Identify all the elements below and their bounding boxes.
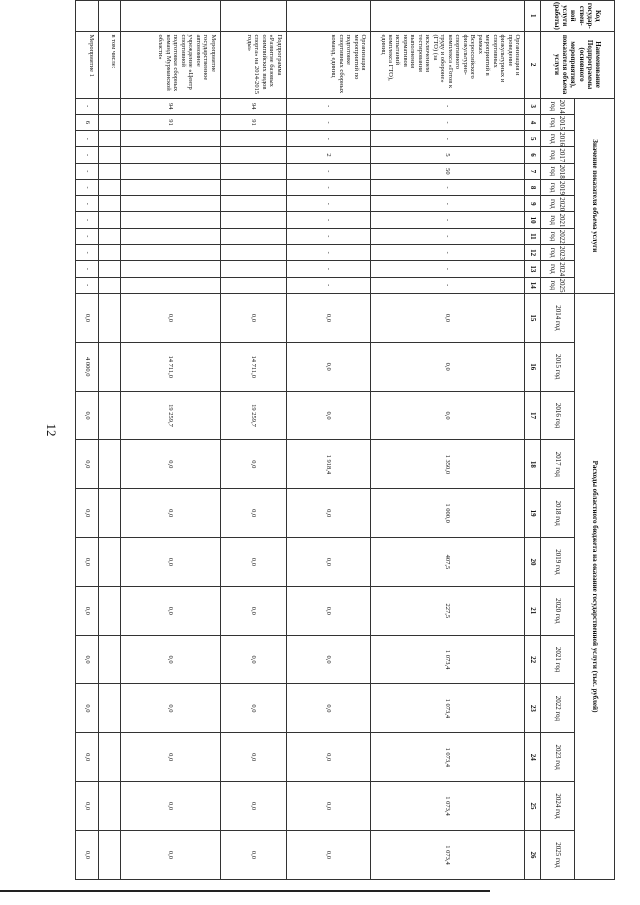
expense-value-cell: 0,0 [121,586,220,635]
expense-value-cell [98,586,121,635]
volume-value-cell: - [76,245,99,261]
volume-value-cell: - [371,196,525,212]
volume-value-cell: - [371,228,525,244]
volume-value-cell [121,196,220,212]
volume-value-cell [220,212,286,228]
table-body [76,1,525,880]
column-number: 3 [525,98,541,114]
expense-value-cell: 0,0 [76,293,99,342]
volume-value-cell: 5 [371,147,525,163]
rotated-table-container [75,0,615,880]
expense-value-cell: 0,0 [121,830,220,879]
volume-year-header: 2019 год [541,179,575,195]
expense-value-cell: 1 073,4 [371,733,525,782]
column-number: 14 [525,277,541,293]
column-number: 9 [525,196,541,212]
volume-year-header: 2015 год [541,114,575,130]
expense-value-cell: 0,0 [121,782,220,831]
expense-value-cell: 0,0 [76,391,99,440]
volume-value-cell: 91 [220,114,286,130]
expense-value-cell: 14 711,0 [121,342,220,391]
expense-year-header: 2017 год [541,440,575,489]
volume-value-cell [121,131,220,147]
expense-year-header: 2022 год [541,684,575,733]
volume-value-cell [121,277,220,293]
volume-value-cell: 94 [121,98,220,114]
column-number: 21 [525,586,541,635]
column-number: 10 [525,212,541,228]
volume-value-cell: - [286,163,371,179]
expense-value-cell: 0,0 [286,830,371,879]
volume-value-cell [98,212,121,228]
expense-value-cell: 0,0 [220,635,286,684]
header-expense: Расходы областного бюджета на оказание государственной услуги (тыс. рублей) [575,293,615,879]
volume-year-header: 2014 год [541,98,575,114]
table-row [371,1,525,880]
column-number: 5 [525,131,541,147]
row-code-cell [371,1,525,32]
row-name-cell: Организация мероприятий по подготовке спортивных сборных команд, единиц [286,31,371,98]
expense-value-cell: 0,0 [121,538,220,587]
expense-value-cell: 1 000,0 [371,489,525,538]
expense-year-header: 2020 год [541,586,575,635]
volume-value-cell: - [371,277,525,293]
expense-value-cell: 1 073,4 [371,830,525,879]
volume-value-cell [98,163,121,179]
volume-value-cell [98,196,121,212]
expense-year-header: 2019 год [541,538,575,587]
table-row [98,1,121,880]
column-number: 24 [525,733,541,782]
expense-value-cell: 0,0 [121,440,220,489]
column-number: 25 [525,782,541,831]
row-name-cell: Подпрограмма «Развитие базовых олимпийских видов спорта» на 2014-2015 годы» [220,31,286,98]
expense-value-cell: 0,0 [286,733,371,782]
volume-year-header: 2025 год [541,277,575,293]
expense-value-cell: 0,0 [121,635,220,684]
volume-value-cell [220,228,286,244]
page-number: 12 [44,423,59,437]
volume-value-cell [121,228,220,244]
expense-value-cell: 0,0 [76,782,99,831]
expense-value-cell [98,489,121,538]
expense-value-cell [98,293,121,342]
volume-value-cell: 6 [76,114,99,130]
expense-value-cell: 1 350,0 [371,440,525,489]
volume-value-cell [220,196,286,212]
column-number: 13 [525,261,541,277]
header-code: Код государ-ствен-ной услуги (работы) [541,1,615,32]
volume-value-cell [98,277,121,293]
expense-value-cell: 0,0 [220,293,286,342]
column-number: 16 [525,342,541,391]
expense-value-cell: 0,0 [76,538,99,587]
volume-value-cell [98,98,121,114]
row-code-cell [76,1,99,32]
volume-value-cell: - [286,245,371,261]
expense-value-cell: 0,0 [286,635,371,684]
volume-year-header: 2017 год [541,147,575,163]
volume-value-cell: - [76,228,99,244]
expense-value-cell: 0,0 [76,684,99,733]
volume-value-cell [121,163,220,179]
budget-table [75,0,615,880]
header-name: Наименование Подпрограммы (основного мероприятия), показателя объема услуги [541,31,615,98]
volume-year-header: 2024 год [541,261,575,277]
column-number: 18 [525,440,541,489]
expense-value-cell: 0,0 [371,342,525,391]
expense-value-cell: 1 918,4 [286,440,371,489]
row-name-cell: Организация и проведение физкультурных и спортивных мероприятий в рамках Всероссийского физкультурно-спортивного комплекса «Готов к труду и обороне» (ГТО) (за исключением тестирования выполнения нормативов испытаний комплекса ГТО), единиц [371,31,525,98]
expense-value-cell [98,830,121,879]
volume-year-header: 2016 год [541,131,575,147]
volume-value-cell [121,245,220,261]
volume-value-cell: - [76,163,99,179]
expense-value-cell: 0,0 [286,391,371,440]
volume-value-cell: - [371,98,525,114]
expense-value-cell [98,635,121,684]
volume-value-cell: 94 [220,98,286,114]
table-row [76,1,99,880]
expense-value-cell [98,782,121,831]
expense-value-cell: 227,5 [371,586,525,635]
expense-year-header: 2018 год [541,489,575,538]
volume-year-header: 2021 год [541,212,575,228]
volume-value-cell [121,147,220,163]
column-number: 17 [525,391,541,440]
table-row [286,1,371,880]
expense-value-cell: 0,0 [220,782,286,831]
column-number: 19 [525,489,541,538]
volume-value-cell [220,163,286,179]
volume-value-cell [220,147,286,163]
expense-value-cell: 0,0 [286,586,371,635]
header-volume: Значение показателя объема услуги [575,98,615,293]
volume-value-cell: - [76,179,99,195]
volume-value-cell: 91 [121,114,220,130]
row-code-cell [220,1,286,32]
expense-value-cell: 0,0 [286,538,371,587]
expense-value-cell [98,391,121,440]
expense-value-cell: 0,0 [286,782,371,831]
expense-value-cell: 0,0 [220,830,286,879]
expense-value-cell: 0,0 [76,830,99,879]
volume-value-cell: - [76,277,99,293]
volume-value-cell [98,179,121,195]
volume-value-cell: - [76,261,99,277]
volume-value-cell: - [286,131,371,147]
volume-year-header: 2022 год [541,228,575,244]
expense-value-cell: 0,0 [286,489,371,538]
volume-value-cell: 2 [286,147,371,163]
expense-value-cell: 0,0 [220,538,286,587]
volume-value-cell: - [76,196,99,212]
column-number: 6 [525,147,541,163]
expense-value-cell: 0,0 [220,733,286,782]
column-number: 23 [525,684,541,733]
row-code-cell [121,1,220,32]
volume-value-cell [98,228,121,244]
column-number: 20 [525,538,541,587]
volume-value-cell [220,131,286,147]
volume-value-cell: 50 [371,163,525,179]
expense-value-cell: 0,0 [121,293,220,342]
expense-value-cell: 19 259,7 [121,391,220,440]
expense-value-cell: 0,0 [220,684,286,733]
expense-value-cell: 0,0 [76,586,99,635]
expense-value-cell: 0,0 [76,440,99,489]
volume-value-cell [98,245,121,261]
expense-value-cell: 0,0 [286,342,371,391]
expense-value-cell: 19 259,7 [220,391,286,440]
expense-value-cell [98,733,121,782]
column-number: 12 [525,245,541,261]
column-number: 8 [525,179,541,195]
column-number: 11 [525,228,541,244]
divider-line [0,890,490,892]
expense-value-cell: 0,0 [220,489,286,538]
volume-value-cell: - [286,179,371,195]
volume-value-cell [220,261,286,277]
volume-year-header: 2020 год [541,196,575,212]
expense-year-header: 2021 год [541,635,575,684]
table-row [220,1,286,880]
table-row [121,1,220,880]
expense-value-cell: 407,5 [371,538,525,587]
volume-value-cell: - [286,228,371,244]
expense-value-cell: 0,0 [121,733,220,782]
expense-value-cell: 1 073,4 [371,782,525,831]
expense-value-cell: 0,0 [286,684,371,733]
volume-value-cell [121,212,220,228]
expense-year-header: 2015 год [541,342,575,391]
volume-value-cell [121,179,220,195]
volume-year-header: 2023 год [541,245,575,261]
expense-value-cell: 0,0 [220,440,286,489]
expense-value-cell: 0,0 [371,293,525,342]
volume-value-cell [98,114,121,130]
column-number: 7 [525,163,541,179]
expense-year-header: 2024 год [541,782,575,831]
expense-value-cell: 0,0 [220,586,286,635]
expense-year-header: 2016 год [541,391,575,440]
row-name-cell: в том числе: [98,31,121,98]
volume-value-cell: - [286,212,371,228]
volume-value-cell [98,131,121,147]
volume-value-cell: - [76,147,99,163]
volume-value-cell [220,245,286,261]
expense-value-cell: 14 711,0 [220,342,286,391]
column-number: 26 [525,830,541,879]
expense-value-cell: 0,0 [371,391,525,440]
expense-value-cell [98,684,121,733]
volume-value-cell [98,147,121,163]
expense-value-cell: 0,0 [76,635,99,684]
expense-value-cell [98,342,121,391]
volume-value-cell: - [371,212,525,228]
expense-value-cell [98,538,121,587]
expense-year-header: 2014 год [541,293,575,342]
volume-value-cell [220,179,286,195]
expense-value-cell [98,440,121,489]
expense-year-header: 2023 год [541,733,575,782]
volume-value-cell: - [286,277,371,293]
column-number: 22 [525,635,541,684]
expense-value-cell: 1 073,4 [371,684,525,733]
column-number: 2 [525,31,541,98]
volume-value-cell: - [371,261,525,277]
expense-value-cell: 0,0 [286,293,371,342]
volume-value-cell [98,261,121,277]
volume-value-cell: - [286,98,371,114]
volume-value-cell [121,261,220,277]
volume-value-cell: - [286,261,371,277]
volume-value-cell [220,277,286,293]
volume-value-cell: - [371,179,525,195]
volume-value-cell: - [76,98,99,114]
volume-value-cell: - [371,131,525,147]
volume-value-cell: - [76,212,99,228]
volume-value-cell: - [286,114,371,130]
column-number: 15 [525,293,541,342]
expense-value-cell: 1 073,4 [371,635,525,684]
volume-year-header: 2018 год [541,163,575,179]
expense-value-cell: 0,0 [76,733,99,782]
expense-year-header: 2025 год [541,830,575,879]
expense-value-cell: 0,0 [76,489,99,538]
volume-value-cell: - [371,114,525,130]
expense-value-cell: 4 000,0 [76,342,99,391]
row-code-cell [98,1,121,32]
row-name-cell: Мероприятие 1 [76,31,99,98]
expense-value-cell: 0,0 [121,684,220,733]
volume-value-cell: - [371,245,525,261]
column-number: 4 [525,114,541,130]
volume-value-cell: - [76,131,99,147]
volume-value-cell: - [286,196,371,212]
expense-value-cell: 0,0 [121,489,220,538]
column-number: 1 [525,1,541,32]
row-name-cell: Мероприятие государственное автономное учреждение «Центр спортивной подготовки сборных команд Мурманской области» [121,31,220,98]
row-code-cell [286,1,371,32]
